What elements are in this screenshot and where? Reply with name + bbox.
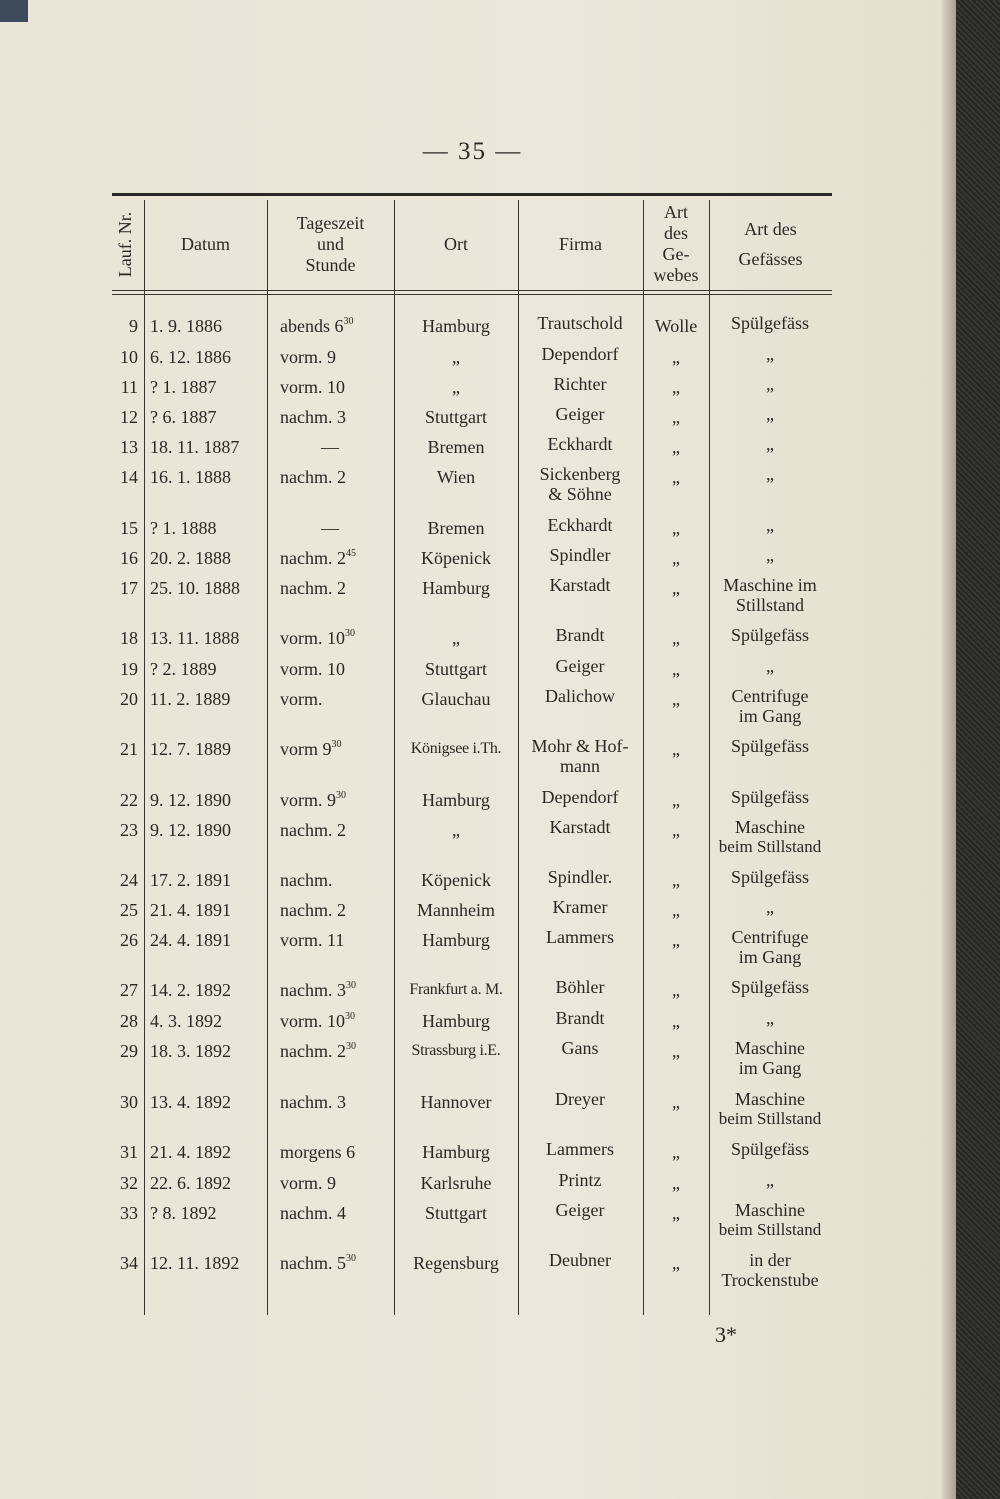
column-divider — [267, 200, 268, 1315]
firm-cell: Brandt — [555, 1008, 605, 1028]
time-cell — [280, 316, 392, 336]
header-datum: Datum — [181, 233, 230, 254]
date-cell: ? 8. 1892 — [150, 1203, 217, 1223]
fabric-cell: „ — [672, 980, 680, 1000]
place-cell: „ — [452, 820, 460, 840]
vessel-cell: Maschine im — [723, 575, 817, 595]
firm-cell: Eckhardt — [547, 434, 613, 454]
fabric-cell: „ — [672, 790, 680, 810]
fabric-cell: „ — [672, 900, 680, 920]
vessel-cell: Centrifuge — [731, 927, 809, 947]
firm-cell: Dependorf — [541, 787, 619, 807]
date-cell: 24. 4. 1891 — [150, 930, 231, 950]
time-minutes: 45 — [345, 548, 356, 559]
row-number: 25 — [120, 900, 138, 920]
firm-cell: Karstadt — [549, 575, 611, 595]
fabric-cell: „ — [672, 628, 680, 648]
printer-signature: 3* — [715, 1322, 737, 1347]
place-cell: Hamburg — [422, 578, 490, 598]
place-cell: Hamburg — [422, 316, 490, 336]
row-number: 33 — [120, 1203, 138, 1223]
time-cell — [280, 930, 392, 950]
time-cell — [280, 689, 392, 709]
time-text: nachm. 2 — [280, 578, 346, 598]
firm-cell: Eckhardt — [547, 515, 613, 535]
date-cell: 17. 2. 1891 — [150, 870, 231, 890]
vessel-cell: „ — [766, 1008, 774, 1028]
vessel-cell: im Gang — [738, 947, 802, 967]
date-cell: 13. 11. 1888 — [150, 628, 240, 648]
time-cell — [280, 467, 392, 487]
firm-cell: Dalichow — [545, 686, 615, 706]
page-number: — 35 — — [422, 138, 523, 165]
time-minutes: 30 — [336, 790, 346, 801]
time-text: nachm. 3 — [280, 980, 346, 1000]
time-cell — [280, 1203, 392, 1223]
fabric-cell: „ — [672, 689, 680, 709]
time-text: vorm. 10 — [280, 628, 345, 648]
fabric-cell: „ — [672, 1142, 680, 1162]
vessel-cell: Maschine — [735, 1200, 805, 1220]
vessel-cell: „ — [766, 656, 774, 676]
header-art-des-gewebes: Art des Ge- webes — [653, 202, 699, 285]
time-text: nachm. 2 — [280, 467, 346, 487]
time-minutes: 30 — [343, 316, 354, 327]
time-minutes: 30 — [345, 1041, 356, 1052]
date-cell: 14. 2. 1892 — [150, 980, 231, 1000]
firm-cell: Böhler — [555, 977, 605, 997]
firm-cell: Geiger — [555, 656, 605, 676]
fabric-cell: „ — [672, 870, 680, 890]
firm-cell: mann — [560, 756, 600, 776]
place-cell: „ — [452, 347, 460, 367]
date-cell: 11. 2. 1889 — [150, 689, 231, 709]
place-cell: Wien — [436, 467, 476, 487]
row-number: 15 — [120, 518, 138, 538]
vessel-cell: beim Stillstand — [718, 1109, 822, 1128]
time-cell — [280, 1253, 392, 1273]
vessel-cell: „ — [766, 545, 774, 565]
column-divider — [144, 200, 145, 1315]
date-cell: ? 1. 1887 — [150, 377, 217, 397]
time-cell — [280, 518, 380, 538]
date-cell: 18. 11. 1887 — [150, 437, 240, 457]
time-text: vorm. 10 — [280, 659, 345, 679]
firm-cell: Printz — [558, 1170, 602, 1190]
fabric-cell: „ — [672, 930, 680, 950]
time-cell — [280, 1041, 392, 1061]
time-text: nachm. 2 — [280, 1041, 346, 1061]
fabric-cell: „ — [672, 518, 680, 538]
place-cell: Bremen — [427, 518, 485, 538]
place-cell: Strassburg i.E. — [411, 1042, 501, 1059]
time-cell — [280, 1173, 392, 1193]
row-number: 27 — [120, 980, 138, 1000]
row-number: 23 — [120, 820, 138, 840]
row-number: 12 — [120, 407, 138, 427]
vessel-cell: Spülgefäss — [731, 977, 809, 997]
fabric-cell: „ — [672, 377, 680, 397]
vessel-cell: Spülgefäss — [731, 313, 809, 333]
fabric-cell: „ — [672, 1092, 680, 1112]
fabric-cell: „ — [672, 1203, 680, 1223]
firm-cell: Richter — [553, 374, 607, 394]
time-cell — [280, 900, 392, 920]
vessel-cell: im Gang — [738, 1058, 802, 1078]
row-number: 14 — [120, 467, 138, 487]
date-cell: 22. 6. 1892 — [150, 1173, 231, 1193]
fabric-cell: „ — [672, 548, 680, 568]
header-art-des-gefaesses: Art des Gefässes — [738, 218, 803, 269]
row-number: 31 — [120, 1142, 138, 1162]
time-text: nachm. 2 — [280, 820, 346, 840]
row-number: 13 — [120, 437, 138, 457]
firm-cell: & Söhne — [548, 484, 612, 504]
fabric-cell: „ — [672, 820, 680, 840]
place-cell: Hamburg — [422, 1142, 490, 1162]
fabric-cell: „ — [672, 578, 680, 598]
time-text: nachm. 2 — [280, 900, 346, 920]
date-cell: 16. 1. 1888 — [150, 467, 231, 487]
place-cell: „ — [452, 628, 460, 648]
time-text: vorm. — [280, 689, 323, 709]
time-minutes: 30 — [345, 1011, 355, 1022]
time-minutes: 30 — [345, 628, 355, 639]
firm-cell: Dreyer — [555, 1089, 605, 1109]
vessel-cell: „ — [766, 404, 774, 424]
fabric-cell: „ — [672, 1011, 680, 1031]
time-cell — [280, 437, 380, 457]
time-cell — [280, 548, 392, 568]
header-tageszeit: Tageszeit und Stunde — [296, 212, 365, 275]
time-text: vorm. 10 — [280, 1011, 345, 1031]
date-cell: 18. 3. 1892 — [150, 1041, 231, 1061]
firm-cell: Sickenberg — [539, 464, 621, 484]
fabric-cell: Wolle — [654, 316, 698, 336]
vessel-cell: Stillstand — [735, 595, 804, 615]
firm-cell: Lammers — [546, 1139, 614, 1159]
row-number: 20 — [120, 689, 138, 709]
time-text: vorm. 11 — [280, 930, 345, 950]
page-gutter — [942, 0, 956, 1499]
time-cell — [280, 1092, 392, 1112]
time-minutes: 30 — [331, 739, 342, 750]
time-text: morgens 6 — [280, 1142, 356, 1162]
time-cell — [280, 1142, 392, 1162]
time-cell — [280, 870, 392, 890]
time-text: nachm. 2 — [280, 548, 346, 568]
row-number: 10 — [120, 347, 138, 367]
firm-cell: Gans — [561, 1038, 599, 1058]
date-cell: ? 1. 1888 — [150, 518, 217, 538]
header-rule — [112, 290, 832, 291]
row-number: 34 — [120, 1253, 138, 1273]
vessel-cell: beim Stillstand — [718, 1220, 822, 1239]
date-cell: 9. 12. 1890 — [150, 790, 231, 810]
time-text: nachm. 5 — [280, 1253, 346, 1273]
table-top-rule — [112, 193, 832, 196]
row-number: 21 — [120, 739, 138, 759]
header-firma: Firma — [559, 233, 602, 254]
firm-cell: Deubner — [549, 1250, 611, 1270]
vessel-cell: Spülgefäss — [731, 787, 809, 807]
date-cell: 12. 7. 1889 — [150, 739, 231, 759]
fabric-cell: „ — [672, 407, 680, 427]
row-number: 16 — [120, 548, 138, 568]
place-cell: „ — [452, 377, 460, 397]
row-number: 26 — [120, 930, 138, 950]
firm-cell: Spindler — [549, 545, 611, 565]
place-cell: Glauchau — [421, 689, 491, 709]
place-cell: Bremen — [427, 437, 485, 457]
time-minutes: 30 — [345, 1253, 356, 1264]
date-cell: 4. 3. 1892 — [150, 1011, 222, 1031]
fabric-cell: „ — [672, 1173, 680, 1193]
header-rule-double — [112, 294, 832, 295]
fabric-cell: „ — [672, 437, 680, 457]
row-number: 32 — [120, 1173, 138, 1193]
time-text: — — [321, 437, 339, 457]
vessel-cell: Maschine — [735, 817, 805, 837]
date-cell: ? 6. 1887 — [150, 407, 217, 427]
time-text: nachm. 3 — [280, 1092, 346, 1112]
place-cell: Hamburg — [422, 930, 490, 950]
header-ort: Ort — [444, 233, 468, 254]
time-cell — [280, 820, 392, 840]
firm-cell: Brandt — [555, 625, 605, 645]
place-cell: Stuttgart — [425, 659, 487, 679]
fabric-cell: „ — [672, 1253, 680, 1273]
vessel-cell: Spülgefäss — [731, 736, 809, 756]
firm-cell: Karstadt — [549, 817, 611, 837]
time-text: — — [321, 518, 339, 538]
place-cell: Frankfurt a. M. — [409, 981, 503, 998]
place-cell: Königsee i.Th. — [410, 740, 502, 757]
time-cell — [280, 377, 392, 397]
firm-cell: Geiger — [555, 1200, 605, 1220]
vessel-cell: in der — [749, 1250, 791, 1270]
row-number: 22 — [120, 790, 138, 810]
time-text: vorm. 9 — [280, 790, 336, 810]
fabric-cell: „ — [672, 659, 680, 679]
time-cell — [280, 980, 392, 1000]
place-cell: Karlsruhe — [420, 1173, 492, 1193]
row-number: 29 — [120, 1041, 138, 1061]
date-cell: 12. 11. 1892 — [150, 1253, 240, 1273]
place-cell: Stuttgart — [425, 407, 487, 427]
time-minutes: 30 — [345, 980, 356, 991]
fabric-cell: „ — [672, 467, 680, 487]
time-cell — [280, 347, 392, 367]
date-cell: ? 2. 1889 — [150, 659, 217, 679]
date-cell: 21. 4. 1892 — [150, 1142, 231, 1162]
time-cell — [280, 790, 392, 810]
date-cell: 25. 10. 1888 — [150, 578, 240, 598]
place-cell: Hamburg — [422, 790, 490, 810]
place-cell: Hamburg — [422, 1011, 490, 1031]
firm-cell: Lammers — [546, 927, 614, 947]
vessel-cell: Maschine — [735, 1038, 805, 1058]
time-text: vorm. 9 — [280, 1173, 336, 1193]
time-text: nachm. 3 — [280, 407, 346, 427]
place-cell: Regensburg — [413, 1253, 499, 1273]
time-text: vorm. 10 — [280, 377, 345, 397]
fabric-cell: „ — [672, 739, 680, 759]
row-number: 19 — [120, 659, 138, 679]
time-cell — [280, 659, 392, 679]
time-text: nachm. 4 — [280, 1203, 346, 1223]
time-cell — [280, 628, 392, 648]
firm-cell: Trautschold — [537, 313, 623, 333]
row-number: 24 — [120, 870, 138, 890]
fabric-cell: „ — [672, 1041, 680, 1061]
vessel-cell: „ — [766, 464, 774, 484]
row-number: 9 — [129, 316, 138, 336]
vessel-cell: Spülgefäss — [731, 625, 809, 645]
time-cell — [280, 578, 392, 598]
place-cell: Köpenick — [421, 870, 491, 890]
fabric-cell: „ — [672, 347, 680, 367]
vessel-cell: „ — [766, 344, 774, 364]
book-binding — [956, 0, 1000, 1499]
time-cell — [280, 739, 392, 759]
date-cell: 6. 12. 1886 — [150, 347, 231, 367]
row-number: 11 — [120, 377, 138, 397]
place-cell: Köpenick — [421, 548, 491, 568]
firm-cell: Spindler. — [547, 867, 613, 887]
vessel-cell: Maschine — [735, 1089, 805, 1109]
row-number: 30 — [120, 1092, 138, 1112]
time-cell — [280, 407, 392, 427]
vessel-cell: Spülgefäss — [731, 867, 809, 887]
firm-cell: Kramer — [552, 897, 608, 917]
date-cell: 9. 12. 1890 — [150, 820, 231, 840]
vessel-cell: im Gang — [738, 706, 802, 726]
scan-corner-mark — [0, 0, 28, 22]
row-number: 18 — [120, 628, 138, 648]
time-text: vorm 9 — [280, 739, 332, 759]
vessel-cell: beim Stillstand — [718, 837, 822, 856]
time-text: nachm. — [280, 870, 333, 890]
place-cell: Stuttgart — [425, 1203, 487, 1223]
row-number: 17 — [120, 578, 138, 598]
time-cell — [280, 1011, 392, 1031]
firm-cell: Geiger — [555, 404, 605, 424]
vessel-cell: „ — [766, 434, 774, 454]
vessel-cell: „ — [766, 1170, 774, 1190]
firm-cell: Mohr & Hof- — [531, 736, 629, 756]
vessel-cell: „ — [766, 374, 774, 394]
date-cell: 21. 4. 1891 — [150, 900, 231, 920]
vessel-cell: Spülgefäss — [731, 1139, 809, 1159]
place-cell: Mannheim — [417, 900, 495, 920]
firm-cell: Dependorf — [541, 344, 619, 364]
place-cell: Hannover — [420, 1092, 492, 1112]
time-text: vorm. 9 — [280, 347, 336, 367]
date-cell: 13. 4. 1892 — [150, 1092, 231, 1112]
header-lauf-nr: Lauf. Nr. — [115, 211, 136, 277]
row-number: 28 — [120, 1011, 138, 1031]
date-cell: 20. 2. 1888 — [150, 548, 231, 568]
vessel-cell: Centrifuge — [731, 686, 809, 706]
time-text: abends 6 — [280, 316, 344, 336]
vessel-cell: „ — [766, 515, 774, 535]
vessel-cell: „ — [766, 897, 774, 917]
vessel-cell: Trockenstube — [721, 1270, 819, 1290]
date-cell: 1. 9. 1886 — [150, 316, 222, 336]
